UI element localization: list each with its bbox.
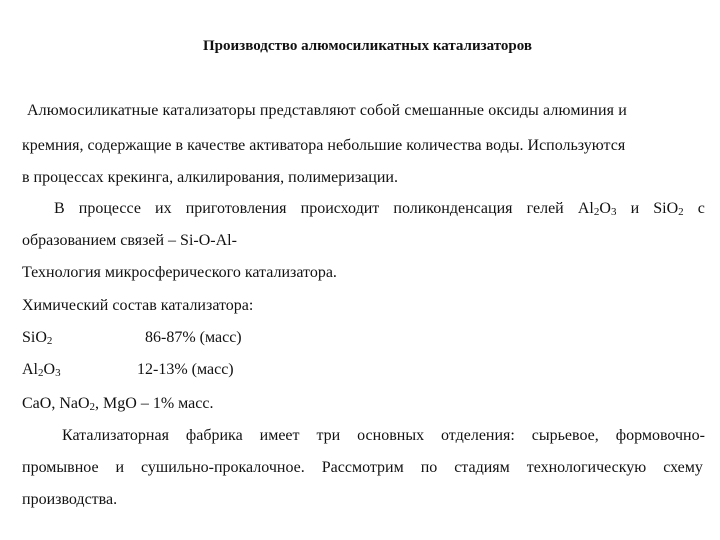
- word: стадиям: [454, 459, 510, 476]
- word: гелей: [526, 200, 564, 217]
- paragraph-3-line-3: производства.: [22, 491, 118, 508]
- paragraph-2-line-2: образованием связей – Si-O-Al-: [22, 232, 237, 249]
- word: схему: [663, 459, 703, 476]
- chem-heading: Химический состав катализатора:: [22, 297, 254, 314]
- word: промывное: [22, 459, 99, 476]
- word: и: [630, 200, 640, 217]
- paragraph-3-line-2: [22, 458, 703, 478]
- word: технологическую: [526, 459, 647, 476]
- formula: SiO$_2$: [22, 329, 53, 347]
- composition-row-sio2: [22, 328, 52, 348]
- paragraph-3-line-1: [62, 426, 705, 446]
- word: отделения:: [441, 427, 515, 444]
- page-title: Производство алюмосиликатных катализаторов: [203, 38, 532, 54]
- word: приготовления: [185, 200, 287, 217]
- paragraph-2-line-1: [54, 199, 705, 219]
- paragraph-1-line-2: кремния, содержащие в качестве активатора небольшие количества воды. Используются: [22, 137, 626, 154]
- formula: $Al_2O_3$: [22, 361, 61, 379]
- word: сырьевое,: [531, 427, 599, 444]
- word: Катализаторная: [62, 427, 169, 444]
- word: формовочно-: [615, 427, 705, 444]
- word: фабрика: [185, 427, 243, 444]
- oxides-line: CaO, NaO$_2$, MgO – 1% масс.: [22, 395, 214, 413]
- word: основных: [357, 427, 425, 444]
- composition-value-sio2: 86-87% (масс): [145, 329, 242, 346]
- word: с: [697, 200, 705, 217]
- word: процессе: [78, 200, 141, 217]
- paragraph-1-line-3: в процессах крекинга, алкилирования, полимеризации.: [22, 169, 398, 186]
- word: Рассмотрим: [321, 459, 404, 476]
- formula-al2o3: $Al_2O_3$: [577, 200, 617, 218]
- word: сушильно-прокалочное.: [141, 459, 305, 476]
- composition-value-al2o3: 12-13% (масс): [137, 361, 234, 378]
- word: происходит: [300, 200, 380, 217]
- word: три: [316, 427, 341, 444]
- composition-row-al2o3: [22, 360, 61, 380]
- word: по: [420, 459, 438, 476]
- word: и: [115, 459, 125, 476]
- paragraph-1-line-1: [27, 101, 703, 121]
- tech-heading: Технология микросферического катализатора.: [22, 264, 337, 281]
- word: В: [54, 200, 65, 217]
- word: поликонденсация: [393, 200, 513, 217]
- text-line: Алюмосиликатные катализаторы представляют собой смешанные оксиды алюминия и: [27, 102, 627, 119]
- formula-sio2: SiO$_2$: [653, 200, 684, 218]
- word: имеет: [259, 427, 300, 444]
- word: их: [155, 200, 172, 217]
